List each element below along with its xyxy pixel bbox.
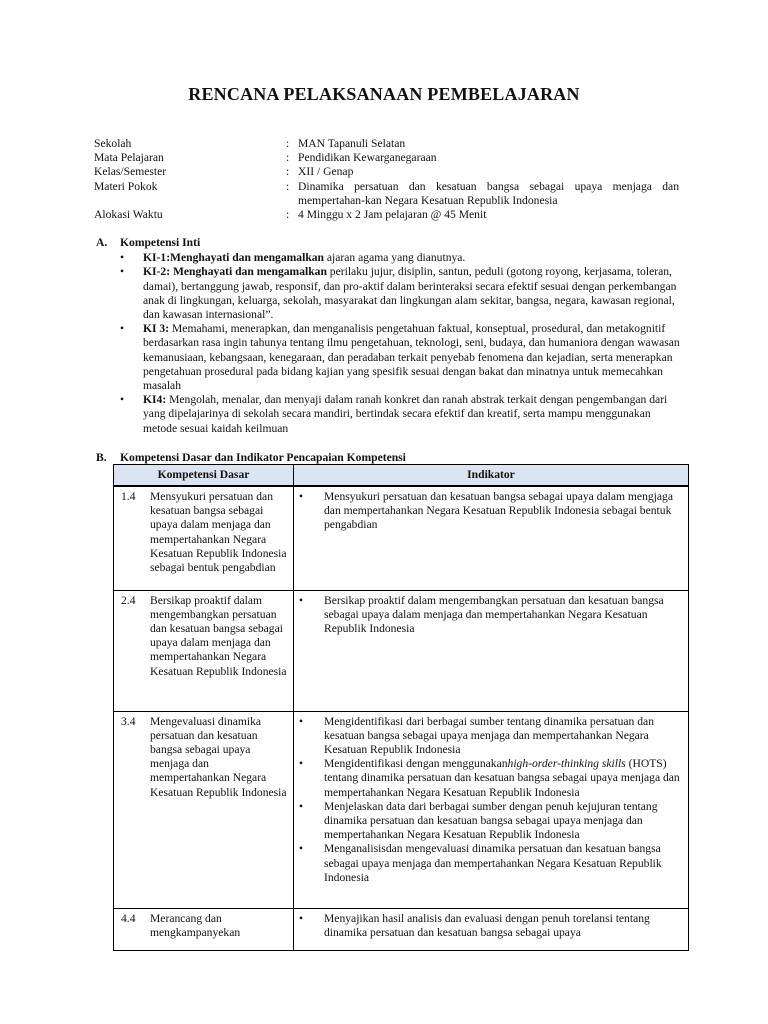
identity-colon: : — [286, 137, 290, 150]
indicator-list — [298, 912, 684, 940]
section-a-heading — [96, 236, 681, 250]
identity-row — [94, 165, 679, 179]
ki-text — [143, 265, 681, 322]
kd-number: 1.4 — [121, 490, 136, 503]
identity-value: Pendidikan Kewarganegaraan — [298, 151, 437, 165]
identity-value: XII / Genap — [298, 165, 354, 179]
bullet-icon: • — [299, 714, 304, 728]
bullet-icon: • — [299, 593, 304, 607]
kd-entry — [118, 912, 289, 940]
identity-label: Kelas/Semester — [94, 165, 167, 179]
ki-list — [96, 251, 681, 436]
identity-colon: : — [286, 165, 290, 179]
ki-heading: KI-2: Menghayati dan mengamalkan — [143, 265, 327, 279]
indicator-item — [298, 800, 684, 843]
indicator-text-part: Bersikap proaktif dalam mengembangkan persatuan dan kesatuan bangsa sebagai upaya dalam menjaga dan mempertahankan Negara Kesatuan Republik Indonesia — [324, 593, 664, 635]
ki-text — [143, 393, 681, 436]
identity-value: Dinamika persatuan dan kesatuan bangsa sebagai upaya menjaga dan mempertahan-kan Negara Kesatuan Republik Indonesia — [298, 179, 679, 207]
ki-text — [143, 251, 681, 265]
identity-label: Alokasi Waktu — [94, 208, 163, 222]
indicator-text — [324, 594, 684, 637]
bullet-icon: • — [120, 251, 125, 265]
bullet-icon: • — [299, 799, 304, 813]
table-row — [114, 590, 689, 711]
indicator-text — [324, 715, 684, 758]
identity-row — [94, 151, 679, 165]
bullet-icon: • — [120, 393, 125, 407]
kd-cell — [114, 908, 294, 950]
bullet-icon: • — [299, 911, 304, 925]
identity-row — [94, 180, 679, 208]
indicator-text — [324, 912, 684, 940]
kd-text: Mengevaluasi dinamika persatuan dan kesatuan bangsa sebagai upaya menjaga dan mempertahankan Negara Kesatuan Republik Indonesia — [150, 714, 287, 799]
kd-text: Merancang dan mengkampanyekan — [150, 911, 241, 939]
indicator-item — [298, 757, 684, 800]
indicator-cell — [294, 590, 689, 711]
section-a-title: Kompetensi Inti — [120, 236, 201, 249]
kd-cell — [114, 590, 294, 711]
identity-label: Materi Pokok — [94, 179, 158, 193]
identity-label: Mata Pelajaran — [94, 151, 164, 165]
indicator-emphasis: high-order-thinking skills — [507, 757, 626, 771]
header-kompetensi-dasar: Kompetensi Dasar — [114, 465, 294, 487]
indicator-item — [298, 715, 684, 758]
table-row — [114, 486, 689, 590]
identity-colon: : — [286, 179, 290, 193]
table-row — [114, 908, 689, 950]
bullet-icon: • — [120, 322, 125, 336]
ki-body: perilaku jujur, disiplin, santun, peduli (gotong royong, kerjasama, toleran, damai), bertanggung jawab, responsif, dan pro-aktif dalam berinteraksi secara efektif sesuai dengan perkembangan anak di lingkungan, keluarga, sekolah, masyarakat dan lingkungan alam sekitar, bangsa, negara, kawasan regional, dan kawasan internasional”. — [143, 265, 677, 322]
identity-colon: : — [286, 151, 290, 165]
kd-cell — [114, 486, 294, 590]
indicator-text-part: Mengidentifikasi dari berbagai sumber tentang dinamika persatuan dan kesatuan bangsa sebagai upaya menjaga dan mempertahankan Negara Kesatuan Republik Indonesia — [324, 714, 654, 756]
indicator-list — [298, 594, 684, 637]
identity-value: MAN Tapanuli Selatan — [298, 137, 406, 150]
kd-entry — [118, 490, 289, 575]
section-b-title: Kompetensi Dasar dan Indikator Pencapaian Kompetensi — [120, 451, 406, 464]
kd-entry — [118, 594, 289, 679]
kd-number: 2.4 — [121, 593, 136, 607]
ki-heading: KI4: — [143, 393, 167, 407]
indicator-item — [298, 490, 684, 533]
identity-colon: : — [286, 208, 290, 222]
ki-item — [96, 322, 681, 393]
page-title: RENCANA PELAKSANAAN PEMBELAJARAN — [188, 84, 580, 104]
kd-text: Bersikap proaktif dalam mengembangkan persatuan dan kesatuan bangsa sebagai upaya dalam menjaga dan mempertahankan Negara Kesatuan Republik Indonesia — [150, 593, 287, 678]
ki-heading: KI 3: — [143, 322, 170, 336]
indicator-cell — [294, 908, 689, 950]
ki-heading: KI-1:Menghayati dan mengamalkan — [143, 251, 325, 265]
kd-entry — [118, 715, 289, 800]
indicator-text — [324, 757, 684, 800]
identity-row — [94, 208, 679, 222]
kd-cell — [114, 711, 294, 908]
indicator-item — [298, 594, 684, 637]
ki-text — [143, 322, 681, 393]
indicator-text — [324, 842, 684, 885]
kd-indicator-table — [113, 464, 689, 951]
identity-value: 4 Minggu x 2 Jam pelajaran @ 45 Menit — [298, 208, 487, 222]
ki-item — [96, 251, 681, 265]
kd-number: 3.4 — [121, 714, 136, 728]
indicator-cell — [294, 486, 689, 590]
kd-text: Mensyukuri persatuan dan kesatuan bangsa sebagai upaya dalam menjaga dan mempertahankan Negara Kesatuan Republik Indonesia sebagai bentuk pengabdian — [150, 490, 287, 575]
identity-label: Sekolah — [94, 137, 132, 150]
indicator-text-part: Menjelaskan data dari berbagai sumber dengan penuh kejujuran tentang dinamika persatuan dan kesatuan bangsa sebagai upaya menjaga dan mempertahankan Negara Kesatuan Republik Indonesia — [324, 799, 658, 842]
indicator-text-part: (HOTS) tentang dinamika persatuan dan kesatuan bangsa sebagai upaya menjaga dan mempertahankan Negara Kesatuan Republik Indonesia — [324, 757, 680, 799]
indicator-item — [298, 912, 684, 940]
indicator-list — [298, 490, 684, 533]
section-a-letter: A. — [96, 236, 108, 249]
indicator-item — [298, 842, 684, 885]
header-indikator: Indikator — [294, 465, 689, 487]
indicator-cell — [294, 711, 689, 908]
indicator-text-part: Mengidentifikasi dengan menggunakan — [324, 757, 508, 771]
bullet-icon: • — [299, 757, 304, 771]
ki-item — [96, 265, 681, 322]
ki-body: ajaran agama yang dianutnya. — [324, 251, 466, 265]
ki-item — [96, 393, 681, 436]
section-kompetensi-inti — [96, 236, 681, 436]
indicator-list — [298, 715, 684, 885]
bullet-icon: • — [299, 490, 304, 503]
identity-block — [94, 137, 679, 222]
indicator-text-part: Mensyukuri persatuan dan kesatuan bangsa sebagai upaya dalam mengjaga dan mempertahankan Negara Kesatuan Republik Indonesia sebagai bentuk pengabdian — [324, 490, 673, 532]
table-row — [114, 711, 689, 908]
bullet-icon: • — [299, 842, 304, 856]
indicator-text — [324, 490, 684, 533]
indicator-text — [324, 800, 684, 843]
kd-number: 4.4 — [121, 911, 136, 925]
section-b-letter: B. — [96, 451, 107, 464]
bullet-icon: • — [120, 265, 125, 279]
ki-body: Memahami, menerapkan, dan menganalisis pengetahuan faktual, konseptual, prosedural, dan metakognitif berdasarkan rasa ingin tahunya tentang ilmu pengetahuan, teknologi, seni, budaya, dan humaniora dengan wawasan kemanusiaan, kebangsaan, kenegaraan, dan peradaban terkait penyebab fenomena dan kejadian, serta menerapkan pengetahuan prosedural pada bidang kajian yang spesifik sesuai dengan bakat dan minatnya untuk memecahkan masalah — [143, 322, 680, 393]
indicator-text-part: Menyajikan hasil analisis dan evaluasi dengan penuh torelansi tentang dinamika persatuan dan kesatuan bangsa sebagai upaya — [324, 911, 650, 939]
indicator-text-part: Menganalisisdan mengevaluasi dinamika persatuan dan kesatuan bangsa sebagai upaya menjaga dan mempertahankan Negara Kesatuan Republik Indonesia — [324, 842, 662, 884]
identity-row — [94, 137, 679, 151]
table-header-row — [114, 465, 689, 487]
ki-body: Mengolah, menalar, dan menyaji dalam ranah konkret dan ranah abstrak terkait dengan pengembangan dari yang dipelajarinya di sekolah secara mandiri, bertindak secara efektif dan kreatif, serta mampu menggunakan metode sesuai kaidah keilmuan — [143, 393, 668, 435]
